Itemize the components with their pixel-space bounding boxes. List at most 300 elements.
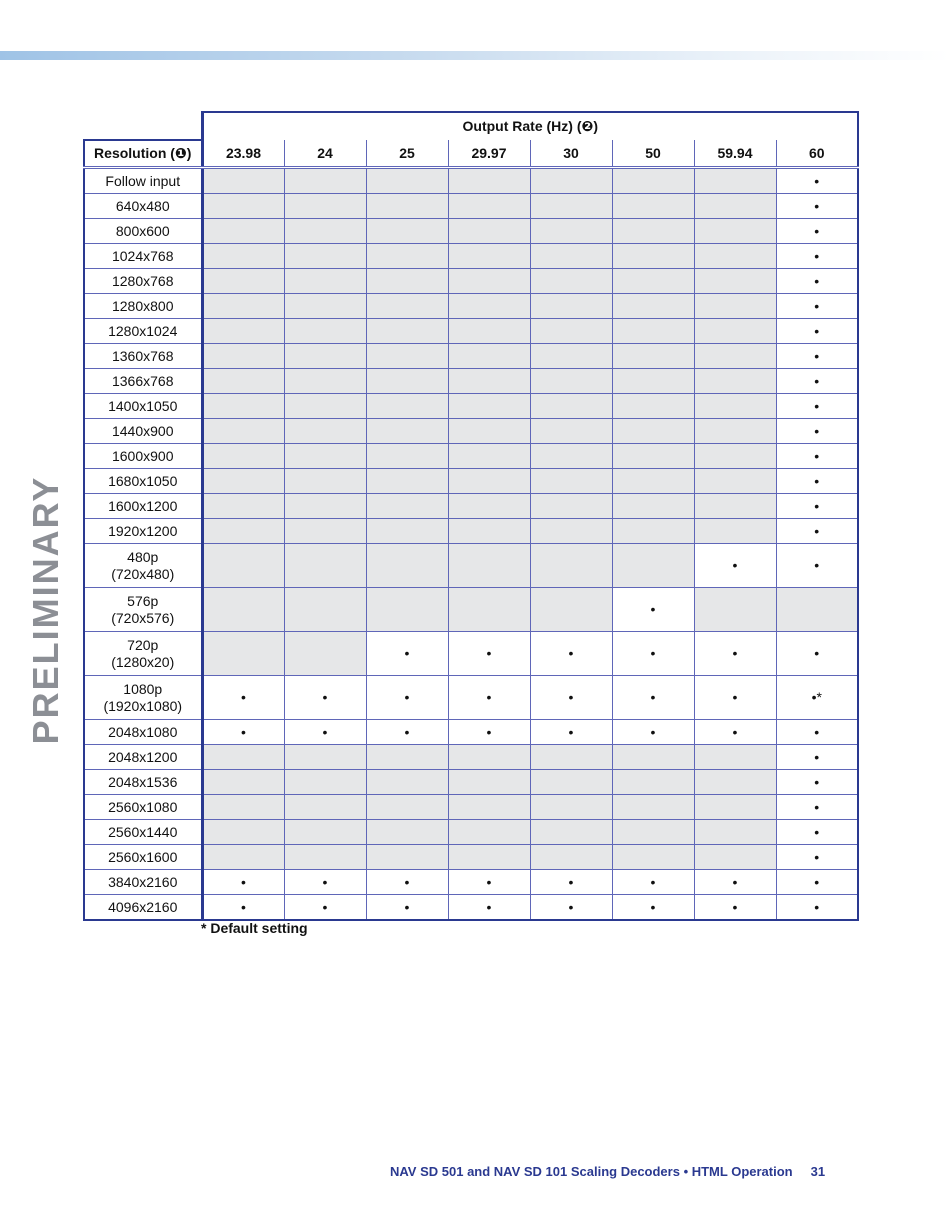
supported-cell: • bbox=[284, 870, 366, 895]
resolution-label: 1366x768 bbox=[111, 372, 174, 389]
supported-cell: • bbox=[202, 676, 284, 720]
resolution-label: 1680x1050 bbox=[108, 472, 178, 489]
supported-cell: • bbox=[776, 720, 858, 745]
resolution-label: 1080p bbox=[123, 680, 163, 697]
unsupported-cell bbox=[448, 795, 530, 820]
supported-cell: • bbox=[448, 870, 530, 895]
unsupported-cell bbox=[202, 294, 284, 319]
unsupported-cell bbox=[366, 419, 448, 444]
resolution-cell bbox=[84, 494, 202, 519]
unsupported-cell bbox=[202, 795, 284, 820]
resolution-cell bbox=[84, 745, 202, 770]
resolution-label: (720x576) bbox=[111, 609, 175, 626]
unsupported-cell bbox=[448, 419, 530, 444]
supported-cell: • bbox=[776, 269, 858, 294]
supported-cell: • bbox=[694, 676, 776, 720]
unsupported-cell bbox=[284, 519, 366, 544]
unsupported-cell bbox=[202, 419, 284, 444]
resolution-cell bbox=[84, 444, 202, 469]
resolution-cell bbox=[84, 244, 202, 269]
resolution-label: 480p bbox=[127, 548, 159, 565]
table-body bbox=[84, 168, 858, 921]
supported-cell: • bbox=[776, 444, 858, 469]
resolution-cell bbox=[84, 632, 202, 676]
resolution-cell bbox=[84, 845, 202, 870]
supported-cell: • bbox=[366, 895, 448, 921]
unsupported-cell bbox=[448, 394, 530, 419]
rate-header-cell: 30 bbox=[530, 140, 612, 168]
output-rate-table bbox=[83, 111, 859, 921]
unsupported-cell bbox=[448, 820, 530, 845]
resolution-label: 2048x1200 bbox=[108, 748, 178, 765]
preliminary-watermark: PRELIMINARY bbox=[25, 475, 66, 745]
unsupported-cell bbox=[284, 544, 366, 588]
unsupported-cell bbox=[448, 194, 530, 219]
unsupported-cell bbox=[202, 845, 284, 870]
unsupported-cell bbox=[284, 494, 366, 519]
unsupported-cell bbox=[694, 344, 776, 369]
supported-cell: • bbox=[284, 676, 366, 720]
supported-cell: • bbox=[776, 394, 858, 419]
supported-cell: • bbox=[202, 870, 284, 895]
unsupported-cell bbox=[284, 219, 366, 244]
table-row bbox=[84, 194, 858, 219]
unsupported-cell bbox=[530, 444, 612, 469]
resolution-cell bbox=[84, 369, 202, 394]
unsupported-cell bbox=[366, 344, 448, 369]
supported-cell: • bbox=[776, 745, 858, 770]
resolution-label: 1920x1200 bbox=[108, 522, 178, 539]
unsupported-cell bbox=[530, 845, 612, 870]
unsupported-cell bbox=[694, 219, 776, 244]
unsupported-cell bbox=[284, 845, 366, 870]
unsupported-cell bbox=[448, 544, 530, 588]
unsupported-cell bbox=[202, 168, 284, 194]
unsupported-cell bbox=[284, 419, 366, 444]
resolution-cell bbox=[84, 269, 202, 294]
unsupported-cell bbox=[284, 244, 366, 269]
rate-header-cell: 25 bbox=[366, 140, 448, 168]
supported-cell: • bbox=[776, 519, 858, 544]
supported-cell: • bbox=[776, 168, 858, 194]
table-row bbox=[84, 219, 858, 244]
unsupported-cell bbox=[612, 344, 694, 369]
unsupported-cell bbox=[612, 244, 694, 269]
supported-cell: • bbox=[776, 820, 858, 845]
supported-cell: • bbox=[776, 870, 858, 895]
resolution-label: 1600x900 bbox=[111, 447, 174, 464]
unsupported-cell bbox=[530, 219, 612, 244]
resolution-label: 640x480 bbox=[115, 197, 170, 214]
resolution-label: 2560x1440 bbox=[108, 823, 178, 840]
blank-corner-cell bbox=[84, 112, 202, 140]
unsupported-cell bbox=[284, 168, 366, 194]
unsupported-cell bbox=[284, 820, 366, 845]
unsupported-cell bbox=[530, 588, 612, 632]
resolution-cell bbox=[84, 168, 202, 194]
rate-header-cell: 50 bbox=[612, 140, 694, 168]
unsupported-cell bbox=[202, 770, 284, 795]
unsupported-cell bbox=[530, 419, 612, 444]
supported-cell: • bbox=[530, 895, 612, 921]
resolution-cell bbox=[84, 720, 202, 745]
supported-cell: • bbox=[776, 770, 858, 795]
unsupported-cell bbox=[694, 319, 776, 344]
resolution-label: 2560x1080 bbox=[108, 798, 178, 815]
unsupported-cell bbox=[612, 394, 694, 419]
unsupported-cell bbox=[530, 319, 612, 344]
supported-cell: • bbox=[202, 720, 284, 745]
unsupported-cell bbox=[694, 419, 776, 444]
supported-cell: • bbox=[776, 795, 858, 820]
unsupported-cell bbox=[366, 745, 448, 770]
unsupported-cell bbox=[448, 294, 530, 319]
unsupported-cell bbox=[612, 544, 694, 588]
unsupported-cell bbox=[366, 588, 448, 632]
unsupported-cell bbox=[202, 469, 284, 494]
unsupported-cell bbox=[284, 770, 366, 795]
resolution-label: 720p bbox=[127, 636, 159, 653]
unsupported-cell bbox=[448, 469, 530, 494]
supported-cell: • bbox=[366, 720, 448, 745]
unsupported-cell bbox=[612, 319, 694, 344]
resolution-label: 1024x768 bbox=[111, 247, 174, 264]
unsupported-cell bbox=[530, 745, 612, 770]
unsupported-cell bbox=[530, 394, 612, 419]
unsupported-cell bbox=[448, 845, 530, 870]
table-row bbox=[84, 469, 858, 494]
supported-cell: • bbox=[776, 244, 858, 269]
supported-cell: • bbox=[202, 895, 284, 921]
unsupported-cell bbox=[694, 494, 776, 519]
supported-cell: • bbox=[530, 720, 612, 745]
resolution-label: 2048x1536 bbox=[108, 773, 178, 790]
unsupported-cell bbox=[612, 444, 694, 469]
unsupported-cell bbox=[366, 319, 448, 344]
unsupported-cell bbox=[202, 544, 284, 588]
resolution-label: 1280x768 bbox=[111, 272, 174, 289]
table-row bbox=[84, 294, 858, 319]
unsupported-cell bbox=[284, 632, 366, 676]
unsupported-cell bbox=[530, 244, 612, 269]
supported-cell: • bbox=[776, 294, 858, 319]
unsupported-cell bbox=[448, 344, 530, 369]
resolution-label: 1360x768 bbox=[111, 347, 174, 364]
unsupported-cell bbox=[612, 745, 694, 770]
supported-cell: • bbox=[776, 895, 858, 921]
supported-cell: • bbox=[284, 720, 366, 745]
unsupported-cell bbox=[612, 820, 694, 845]
supported-cell: • bbox=[530, 632, 612, 676]
unsupported-cell bbox=[448, 519, 530, 544]
footnote: * Default setting bbox=[201, 920, 308, 936]
unsupported-cell bbox=[448, 369, 530, 394]
unsupported-cell bbox=[202, 745, 284, 770]
unsupported-cell bbox=[202, 444, 284, 469]
table-row bbox=[84, 745, 858, 770]
table-row bbox=[84, 820, 858, 845]
table-row bbox=[84, 720, 858, 745]
table-row bbox=[84, 344, 858, 369]
resolution-label: 2560x1600 bbox=[108, 848, 178, 865]
unsupported-cell bbox=[694, 588, 776, 632]
table-row bbox=[84, 168, 858, 194]
resolution-label: (720x480) bbox=[111, 565, 175, 582]
supported-cell: • bbox=[776, 845, 858, 870]
unsupported-cell bbox=[202, 319, 284, 344]
supported-cell: • bbox=[776, 469, 858, 494]
supported-cell: • bbox=[694, 870, 776, 895]
table-row bbox=[84, 588, 858, 632]
unsupported-cell bbox=[448, 319, 530, 344]
resolution-cell bbox=[84, 344, 202, 369]
table-row bbox=[84, 676, 858, 720]
header-gradient-band bbox=[0, 51, 950, 60]
footer-title: NAV SD 501 and NAV SD 101 Scaling Decoders • HTML Operation bbox=[390, 1164, 793, 1179]
unsupported-cell bbox=[530, 369, 612, 394]
unsupported-cell bbox=[530, 168, 612, 194]
unsupported-cell bbox=[366, 269, 448, 294]
table-row bbox=[84, 319, 858, 344]
unsupported-cell bbox=[448, 269, 530, 294]
unsupported-cell bbox=[448, 588, 530, 632]
unsupported-cell bbox=[202, 344, 284, 369]
unsupported-cell bbox=[612, 369, 694, 394]
unsupported-cell bbox=[530, 519, 612, 544]
unsupported-cell bbox=[530, 795, 612, 820]
unsupported-cell bbox=[448, 770, 530, 795]
supported-cell: • bbox=[612, 720, 694, 745]
resolution-label: 2048x1080 bbox=[108, 723, 178, 740]
supported-cell: • bbox=[448, 632, 530, 676]
unsupported-cell bbox=[694, 444, 776, 469]
supported-cell: • bbox=[612, 676, 694, 720]
supported-cell: • bbox=[284, 895, 366, 921]
unsupported-cell bbox=[694, 369, 776, 394]
unsupported-cell bbox=[202, 194, 284, 219]
supported-cell: • bbox=[694, 544, 776, 588]
unsupported-cell bbox=[202, 394, 284, 419]
resolution-label: (1920x1080) bbox=[103, 697, 183, 714]
unsupported-cell bbox=[202, 494, 284, 519]
unsupported-cell bbox=[612, 168, 694, 194]
unsupported-cell bbox=[530, 544, 612, 588]
output-rate-header: Output Rate (Hz) (❷) bbox=[202, 112, 858, 140]
resolution-cell bbox=[84, 795, 202, 820]
unsupported-cell bbox=[202, 632, 284, 676]
resolution-cell bbox=[84, 194, 202, 219]
unsupported-cell bbox=[366, 544, 448, 588]
page-footer bbox=[390, 1164, 825, 1179]
rate-header-cell: 29.97 bbox=[448, 140, 530, 168]
table-row bbox=[84, 795, 858, 820]
resolution-cell bbox=[84, 870, 202, 895]
table-row bbox=[84, 544, 858, 588]
group-header-row bbox=[84, 112, 858, 140]
unsupported-cell bbox=[284, 294, 366, 319]
supported-cell: • bbox=[612, 870, 694, 895]
unsupported-cell bbox=[612, 419, 694, 444]
unsupported-cell bbox=[284, 444, 366, 469]
table-row bbox=[84, 419, 858, 444]
supported-cell: • bbox=[776, 632, 858, 676]
resolution-cell bbox=[84, 895, 202, 921]
supported-cell: • bbox=[530, 676, 612, 720]
resolution-cell bbox=[84, 319, 202, 344]
resolution-cell bbox=[84, 469, 202, 494]
resolution-cell bbox=[84, 519, 202, 544]
supported-cell: • bbox=[366, 870, 448, 895]
resolution-cell bbox=[84, 820, 202, 845]
resolution-cell bbox=[84, 676, 202, 720]
unsupported-cell bbox=[284, 344, 366, 369]
page-number: 31 bbox=[810, 1164, 826, 1179]
unsupported-cell bbox=[694, 519, 776, 544]
unsupported-cell bbox=[694, 194, 776, 219]
supported-cell: • bbox=[776, 344, 858, 369]
table-row bbox=[84, 244, 858, 269]
unsupported-cell bbox=[202, 244, 284, 269]
table-row bbox=[84, 632, 858, 676]
unsupported-cell bbox=[530, 194, 612, 219]
resolution-cell bbox=[84, 219, 202, 244]
unsupported-cell bbox=[612, 469, 694, 494]
unsupported-cell bbox=[612, 269, 694, 294]
supported-cell: • bbox=[612, 895, 694, 921]
unsupported-cell bbox=[284, 269, 366, 294]
unsupported-cell bbox=[284, 194, 366, 219]
unsupported-cell bbox=[448, 745, 530, 770]
unsupported-cell bbox=[612, 294, 694, 319]
unsupported-cell bbox=[530, 469, 612, 494]
supported-cell: • bbox=[776, 369, 858, 394]
unsupported-cell bbox=[366, 519, 448, 544]
supported-cell: • bbox=[776, 319, 858, 344]
unsupported-cell bbox=[202, 219, 284, 244]
unsupported-cell bbox=[202, 820, 284, 845]
unsupported-cell bbox=[612, 519, 694, 544]
unsupported-cell bbox=[694, 269, 776, 294]
unsupported-cell bbox=[530, 770, 612, 795]
unsupported-cell bbox=[448, 219, 530, 244]
unsupported-cell bbox=[694, 244, 776, 269]
unsupported-cell bbox=[694, 745, 776, 770]
resolution-cell bbox=[84, 394, 202, 419]
supported-cell: • bbox=[694, 632, 776, 676]
unsupported-cell bbox=[530, 494, 612, 519]
resolution-label: 1280x1024 bbox=[108, 322, 178, 339]
unsupported-cell bbox=[284, 745, 366, 770]
unsupported-cell bbox=[366, 444, 448, 469]
table-row bbox=[84, 494, 858, 519]
rate-header-cell: 23.98 bbox=[202, 140, 284, 168]
resolution-label: 1600x1200 bbox=[108, 497, 178, 514]
unsupported-cell bbox=[284, 588, 366, 632]
unsupported-cell bbox=[694, 394, 776, 419]
unsupported-cell bbox=[366, 294, 448, 319]
unsupported-cell bbox=[530, 294, 612, 319]
supported-cell: • bbox=[612, 632, 694, 676]
supported-cell: • bbox=[694, 895, 776, 921]
unsupported-cell bbox=[202, 369, 284, 394]
resolution-label: (1280x20) bbox=[111, 653, 175, 670]
unsupported-cell bbox=[694, 168, 776, 194]
unsupported-cell bbox=[612, 494, 694, 519]
unsupported-cell bbox=[366, 219, 448, 244]
unsupported-cell bbox=[694, 294, 776, 319]
unsupported-cell bbox=[366, 244, 448, 269]
unsupported-cell bbox=[448, 494, 530, 519]
unsupported-cell bbox=[202, 588, 284, 632]
unsupported-cell bbox=[366, 820, 448, 845]
unsupported-cell bbox=[284, 394, 366, 419]
table-row bbox=[84, 770, 858, 795]
unsupported-cell bbox=[612, 795, 694, 820]
unsupported-cell bbox=[776, 588, 858, 632]
resolution-header: Resolution (❶) bbox=[84, 140, 202, 168]
unsupported-cell bbox=[612, 219, 694, 244]
unsupported-cell bbox=[530, 344, 612, 369]
unsupported-cell bbox=[202, 519, 284, 544]
unsupported-cell bbox=[366, 845, 448, 870]
resolution-label: 1440x900 bbox=[111, 422, 174, 439]
resolution-cell bbox=[84, 294, 202, 319]
supported-cell: • bbox=[776, 194, 858, 219]
unsupported-cell bbox=[612, 194, 694, 219]
supported-cell: • bbox=[530, 870, 612, 895]
supported-cell: • bbox=[448, 676, 530, 720]
table-row bbox=[84, 269, 858, 294]
table-row bbox=[84, 369, 858, 394]
unsupported-cell bbox=[448, 444, 530, 469]
unsupported-cell bbox=[694, 770, 776, 795]
table-row bbox=[84, 845, 858, 870]
resolution-label: 1280x800 bbox=[111, 297, 174, 314]
unsupported-cell bbox=[366, 394, 448, 419]
unsupported-cell bbox=[530, 820, 612, 845]
unsupported-cell bbox=[694, 469, 776, 494]
supported-cell: • bbox=[776, 419, 858, 444]
unsupported-cell bbox=[202, 269, 284, 294]
supported-cell: • bbox=[448, 895, 530, 921]
unsupported-cell bbox=[284, 469, 366, 494]
unsupported-cell bbox=[612, 770, 694, 795]
rate-header-cell: 59.94 bbox=[694, 140, 776, 168]
unsupported-cell bbox=[284, 369, 366, 394]
supported-cell: • bbox=[366, 632, 448, 676]
supported-cell: • bbox=[776, 494, 858, 519]
table-row bbox=[84, 895, 858, 921]
unsupported-cell bbox=[366, 770, 448, 795]
resolution-cell bbox=[84, 419, 202, 444]
unsupported-cell bbox=[284, 795, 366, 820]
unsupported-cell bbox=[694, 820, 776, 845]
resolution-label: 3840x2160 bbox=[108, 873, 178, 890]
table-row bbox=[84, 519, 858, 544]
unsupported-cell bbox=[694, 845, 776, 870]
unsupported-cell bbox=[448, 244, 530, 269]
unsupported-cell bbox=[284, 319, 366, 344]
table-row bbox=[84, 394, 858, 419]
unsupported-cell bbox=[366, 795, 448, 820]
unsupported-cell bbox=[366, 168, 448, 194]
rate-header-cell: 24 bbox=[284, 140, 366, 168]
supported-cell: • bbox=[776, 219, 858, 244]
rate-header-cell: 60 bbox=[776, 140, 858, 168]
resolution-label: Follow input bbox=[105, 172, 181, 189]
resolution-label: 1400x1050 bbox=[108, 397, 178, 414]
supported-cell: •* bbox=[776, 676, 858, 720]
